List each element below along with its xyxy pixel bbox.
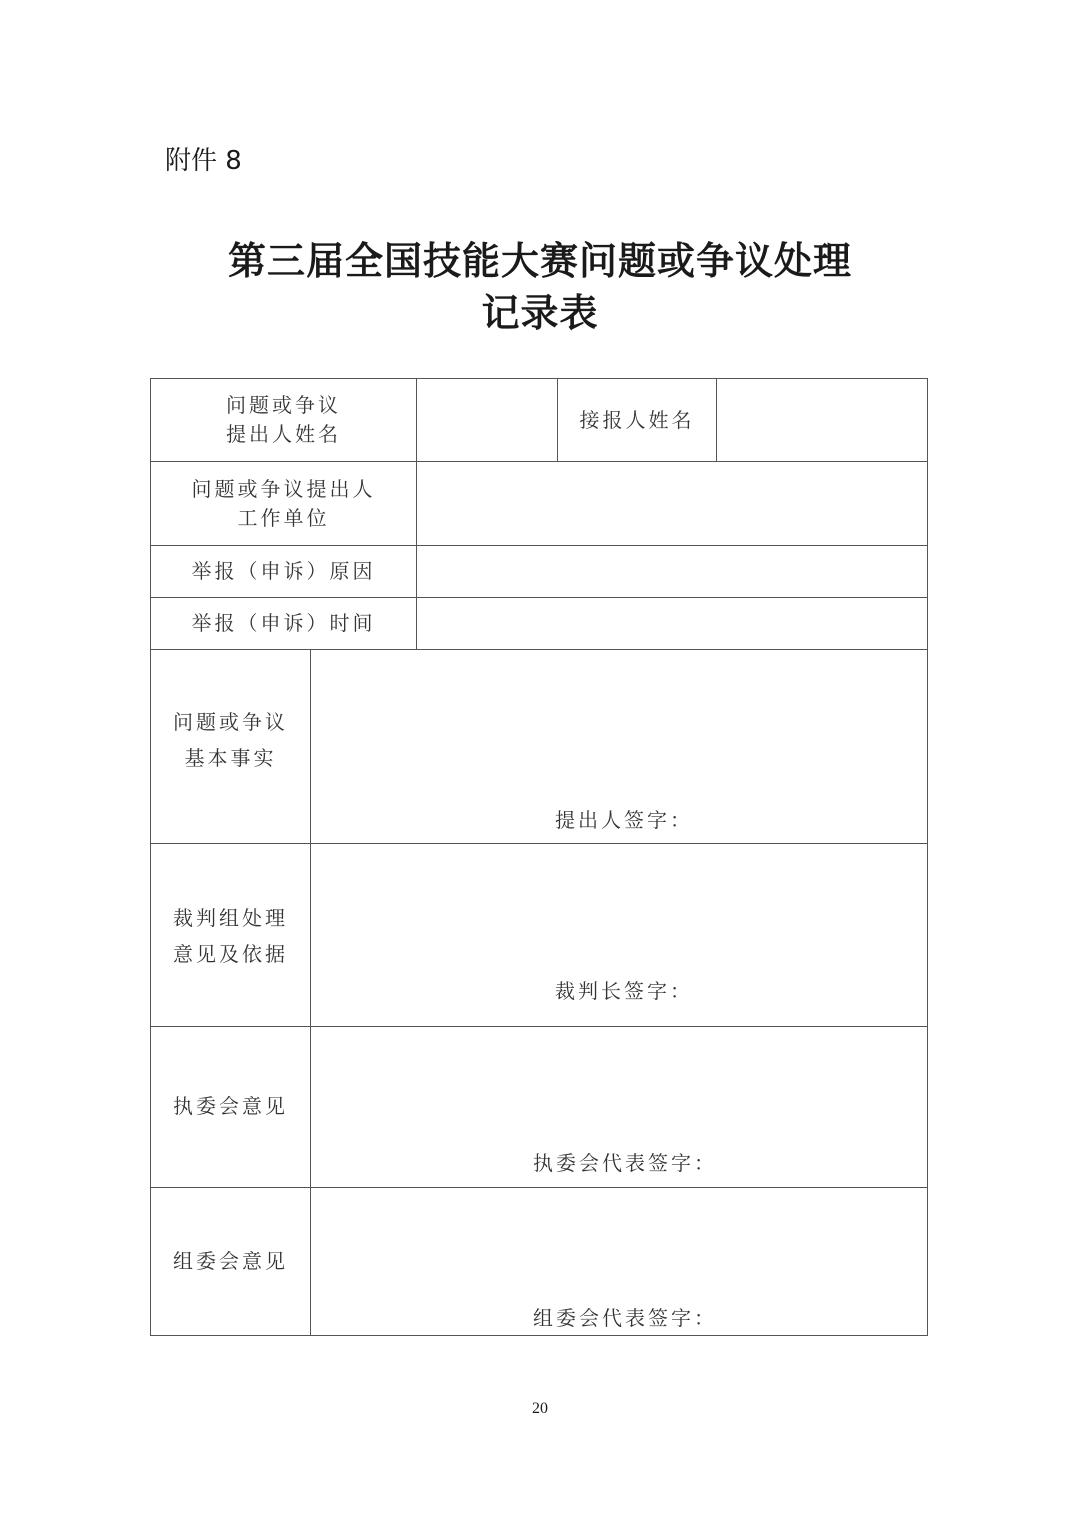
- label-basic-facts: [150, 700, 311, 780]
- label-line: 意见及依据: [173, 942, 288, 966]
- label-line: 裁判组处理: [173, 906, 288, 930]
- proposer-signature-label: 提出人签字：: [555, 808, 693, 832]
- proposer-name-field[interactable]: [416, 378, 558, 462]
- page-title-line2: 记录表: [481, 291, 599, 335]
- label-proposer-unit: [150, 461, 417, 546]
- label-line: 问题或争议: [173, 710, 288, 734]
- label-org-committee: 组委会意见: [173, 1248, 288, 1273]
- label-line: 问题或争议提出人: [191, 476, 376, 501]
- org-committee-signature-label: 组委会代表签字：: [533, 1306, 717, 1330]
- page-title: 第三届全国技能大赛问题或争议处理: [227, 239, 852, 283]
- label-report-reason: 举报（申诉）原因: [191, 559, 376, 583]
- label-line: 问题或争议: [226, 393, 341, 417]
- proposer-unit-field[interactable]: [416, 461, 928, 546]
- label-line: 提出人姓名: [226, 422, 341, 446]
- page-number: 20: [532, 1400, 548, 1417]
- label-line: 工作单位: [237, 505, 330, 530]
- label-proposer-name: [150, 378, 417, 462]
- chief-referee-signature-label: 裁判长签字：: [555, 979, 693, 1003]
- label-report-time: 举报（申诉）时间: [191, 611, 376, 635]
- label-exec-committee: 执委会意见: [173, 1093, 288, 1118]
- label-line: 基本事实: [184, 746, 277, 770]
- exec-committee-signature-label: 执委会代表签字：: [533, 1151, 717, 1175]
- attachment-label: 附件 8: [165, 146, 242, 176]
- label-receiver-name: 接报人姓名: [579, 407, 695, 432]
- report-time-field[interactable]: [416, 597, 928, 650]
- label-referee-opinion: [150, 896, 311, 976]
- receiver-name-field[interactable]: [716, 378, 928, 462]
- report-reason-field[interactable]: [416, 545, 928, 598]
